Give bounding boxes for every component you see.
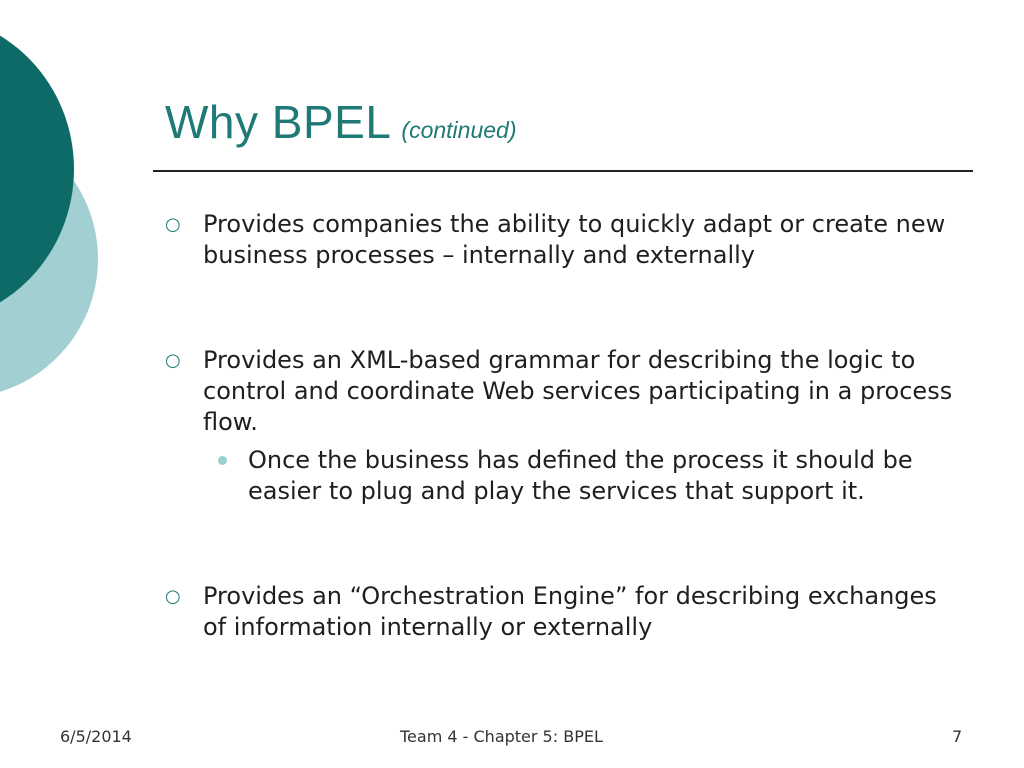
bullet-text: Provides an XML-based grammar for describing the logic to control and coordinate Web services participating in a process flow.: [203, 346, 953, 436]
bullet-text: Provides companies the ability to quickly adapt or create new business processes – internally and externally: [203, 210, 946, 269]
circle-bullet-icon: ○: [165, 350, 181, 371]
dot-bullet-icon: [218, 456, 227, 465]
bullet-item-3: [165, 581, 955, 643]
bullet-text: Provides an “Orchestration Engine” for describing exchanges of information internally or externally: [203, 582, 937, 641]
bullet-item-2: [165, 345, 955, 438]
title-divider: [153, 170, 973, 172]
slide-title-suffix: (continued): [401, 117, 517, 143]
slide-title-main: Why BPEL: [165, 96, 392, 148]
footer-page-number: 7: [952, 727, 963, 746]
footer-title: Team 4 - Chapter 5: BPEL: [400, 727, 603, 746]
circle-bullet-icon: ○: [165, 214, 181, 235]
footer-date: 6/5/2014: [60, 727, 132, 746]
circle-bullet-icon: ○: [165, 586, 181, 607]
slide-title: [165, 95, 517, 149]
sub-bullet-item-1: [218, 445, 918, 507]
bullet-item-1: [165, 209, 955, 271]
sub-bullet-text: Once the business has defined the process it should be easier to plug and play the services that support it.: [248, 446, 913, 505]
